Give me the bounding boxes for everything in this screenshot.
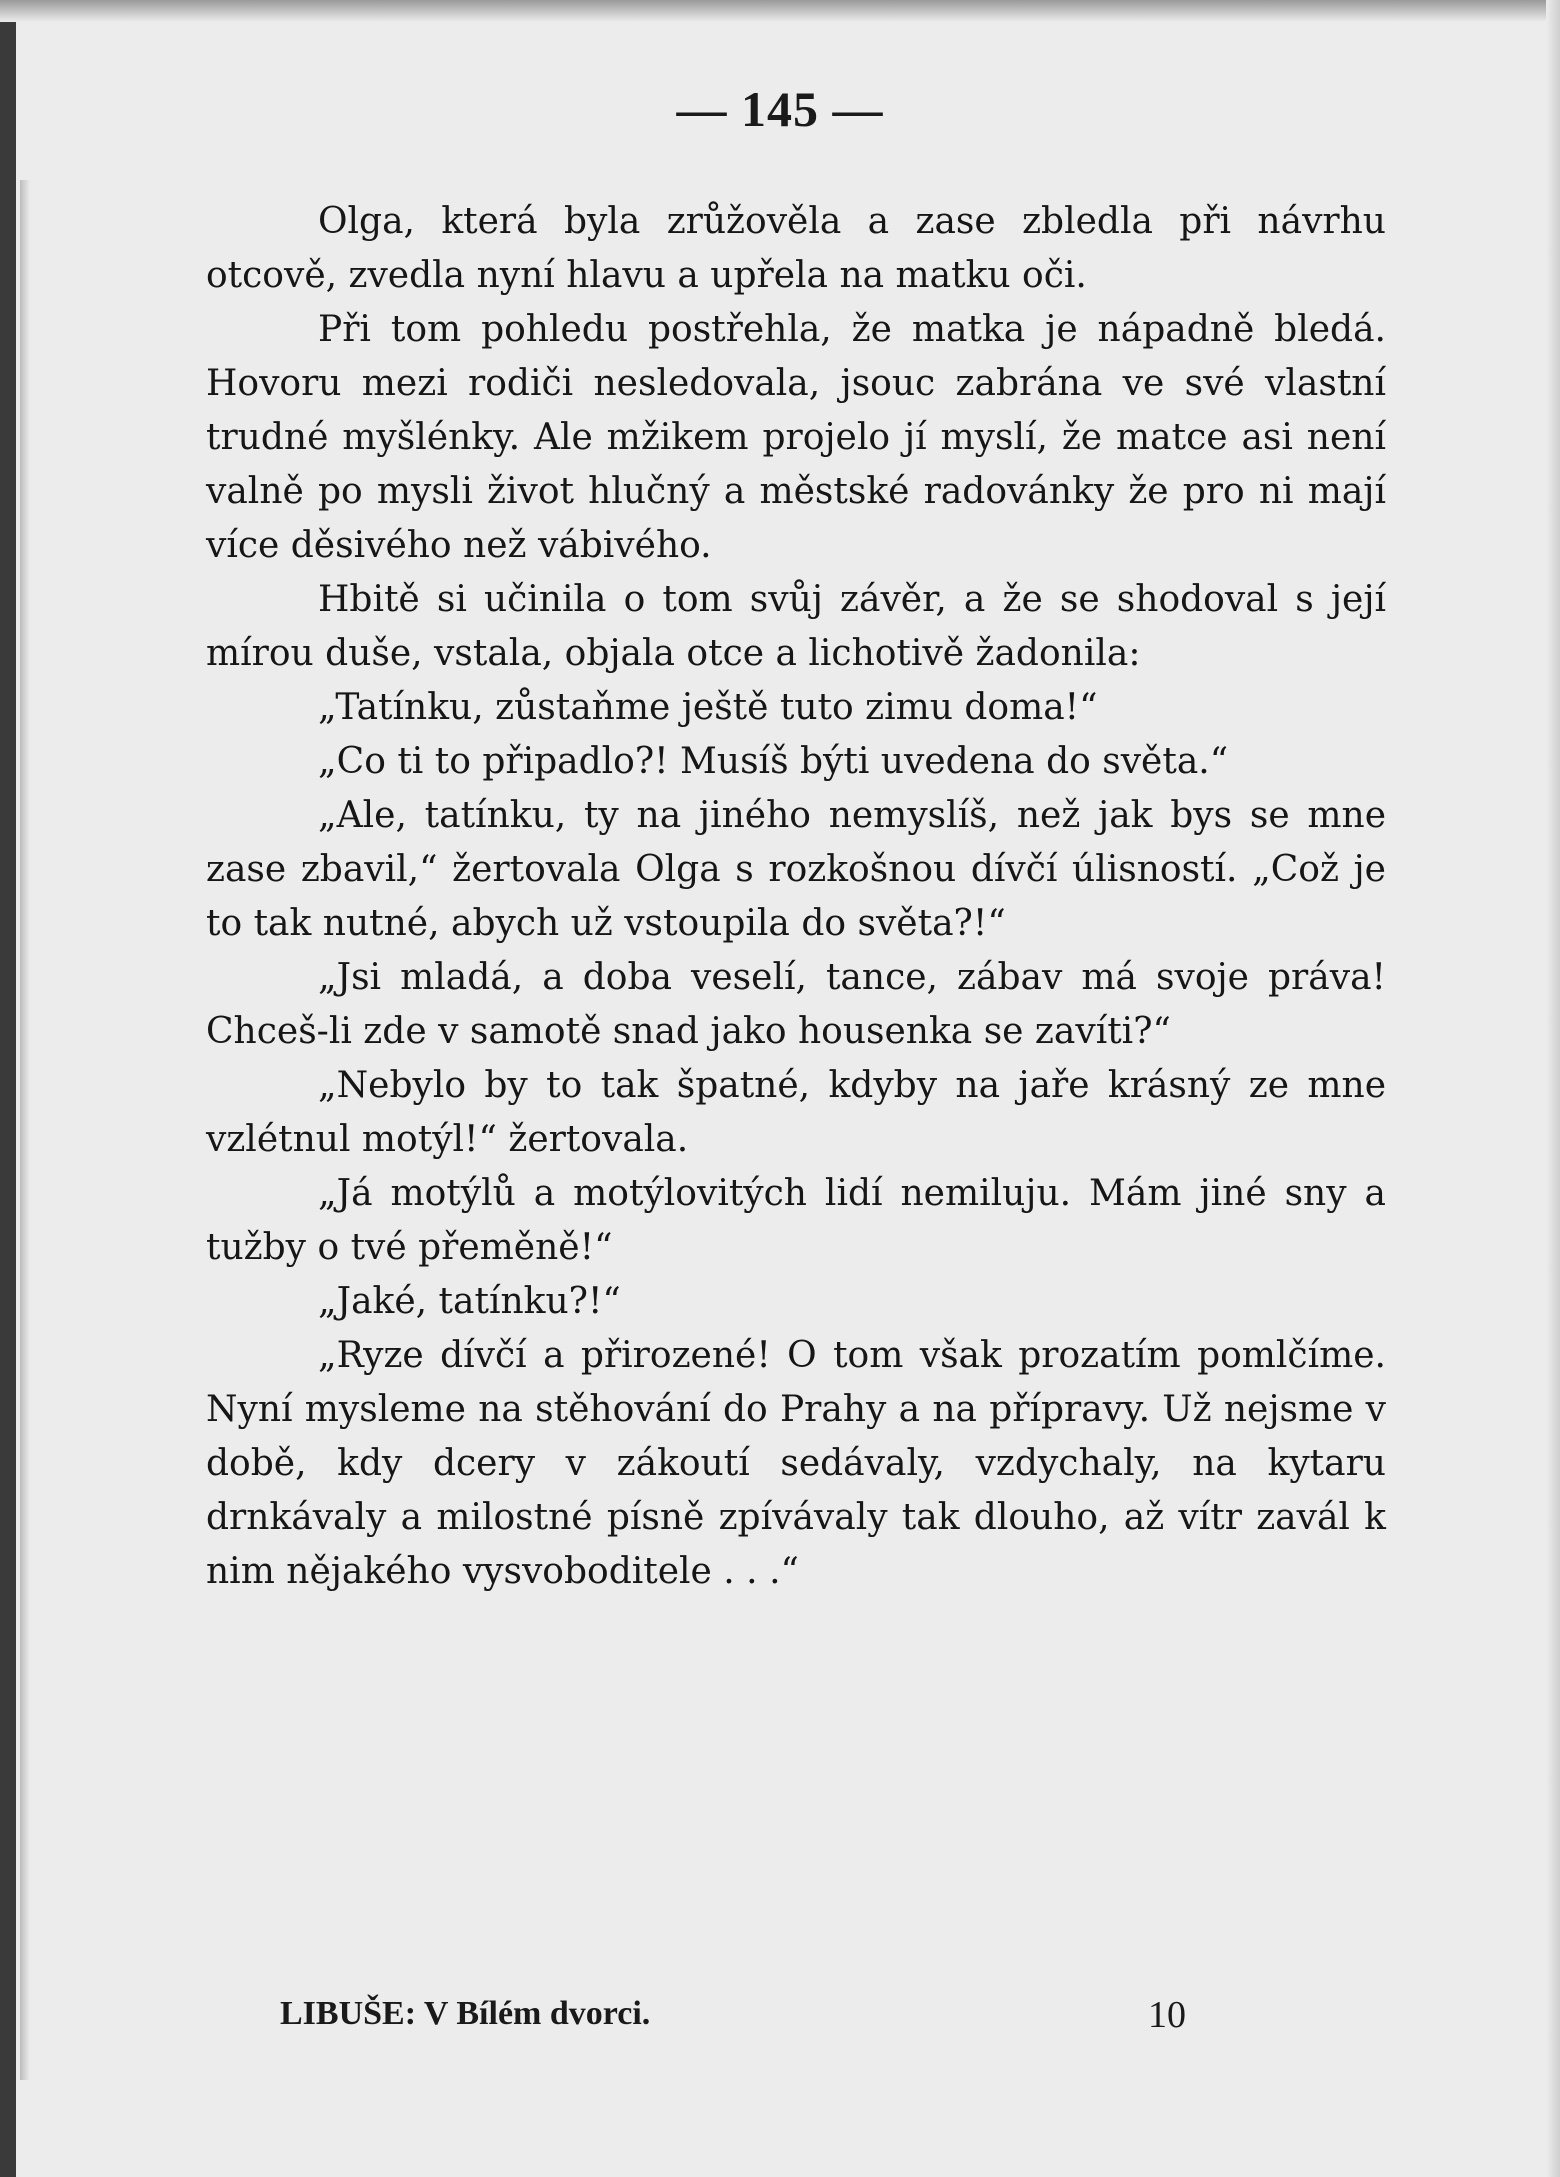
binding-edge xyxy=(0,0,16,2177)
paragraph: „Ryze dívčí a přirozené! O tom však prozatím pomlčíme. Nyní mysleme na stěhování do Prahy a na přípravy. Už nejsme v době, kdy dcery v zákoutí sedávaly, vzdychaly, na kytaru drnkávaly a milostné písně zpívávaly tak dlouho, až vítr zavál k nim nějakého vysvoboditele . . .“ xyxy=(206,1335,1386,1592)
paragraph: „Tatínku, zůstaňme ještě tuto zimu doma!“ xyxy=(318,687,1098,728)
paragraph: Olga, která byla zrůžověla a zase zbledla při návrhu otcově, zvedla nyní hlavu a upřela na matku oči. xyxy=(206,201,1386,296)
paragraph: „Nebylo by to tak špatné, kdyby na jaře krásný ze mne vzlétnul motýl!“ žertovala. xyxy=(206,1065,1386,1160)
paragraph: Hbitě si učinila o tom svůj závěr, a že se shodoval s její mírou duše, vstala, objala otce a lichotivě žadonila: xyxy=(206,579,1386,674)
footer-signature: LIBUŠE: V Bílém dvorci. xyxy=(280,1995,651,2032)
page-number: — 145 — xyxy=(676,81,884,137)
paragraph: Při tom pohledu postřehla, že matka je nápadně bledá. Hovoru mezi rodiči nesledovala, jsouc zabrána ve své vlastní trudné myšlénky. Ale mžikem projelo jí myslí, že matce asi není valně po mysli život hlučný a městské radovánky že pro ni mají více děsivého než vábivého. xyxy=(206,309,1386,566)
paragraph: „Jsi mladá, a doba veselí, tance, zábav má svoje práva! Chceš-li zde v samotě snad jako housenka se zavíti?“ xyxy=(206,957,1386,1052)
page-gutter-shadow xyxy=(20,180,30,2080)
paragraph: „Jaké, tatínku?!“ xyxy=(318,1281,621,1322)
top-edge-shadow xyxy=(0,0,1560,22)
body-text xyxy=(206,195,1386,1599)
paragraph: „Já motýlů a motýlovitých lidí nemiluju. Mám jiné sny a tužby o tvé přeměně!“ xyxy=(206,1173,1386,1268)
paragraph: „Ale, tatínku, ty na jiného nemyslíš, než jak bys se mne zase zbavil,“ žertovala Olga s rozkošnou dívčí úlisností. „Což je to tak nutné, abych už vstoupila do světa?!“ xyxy=(206,795,1386,944)
paragraph: „Co ti to připadlo?! Musíš býti uvedena do světa.“ xyxy=(318,741,1229,782)
right-edge-shadow xyxy=(1546,0,1560,2177)
footer-sheet-number: 10 xyxy=(1148,1994,1186,2036)
